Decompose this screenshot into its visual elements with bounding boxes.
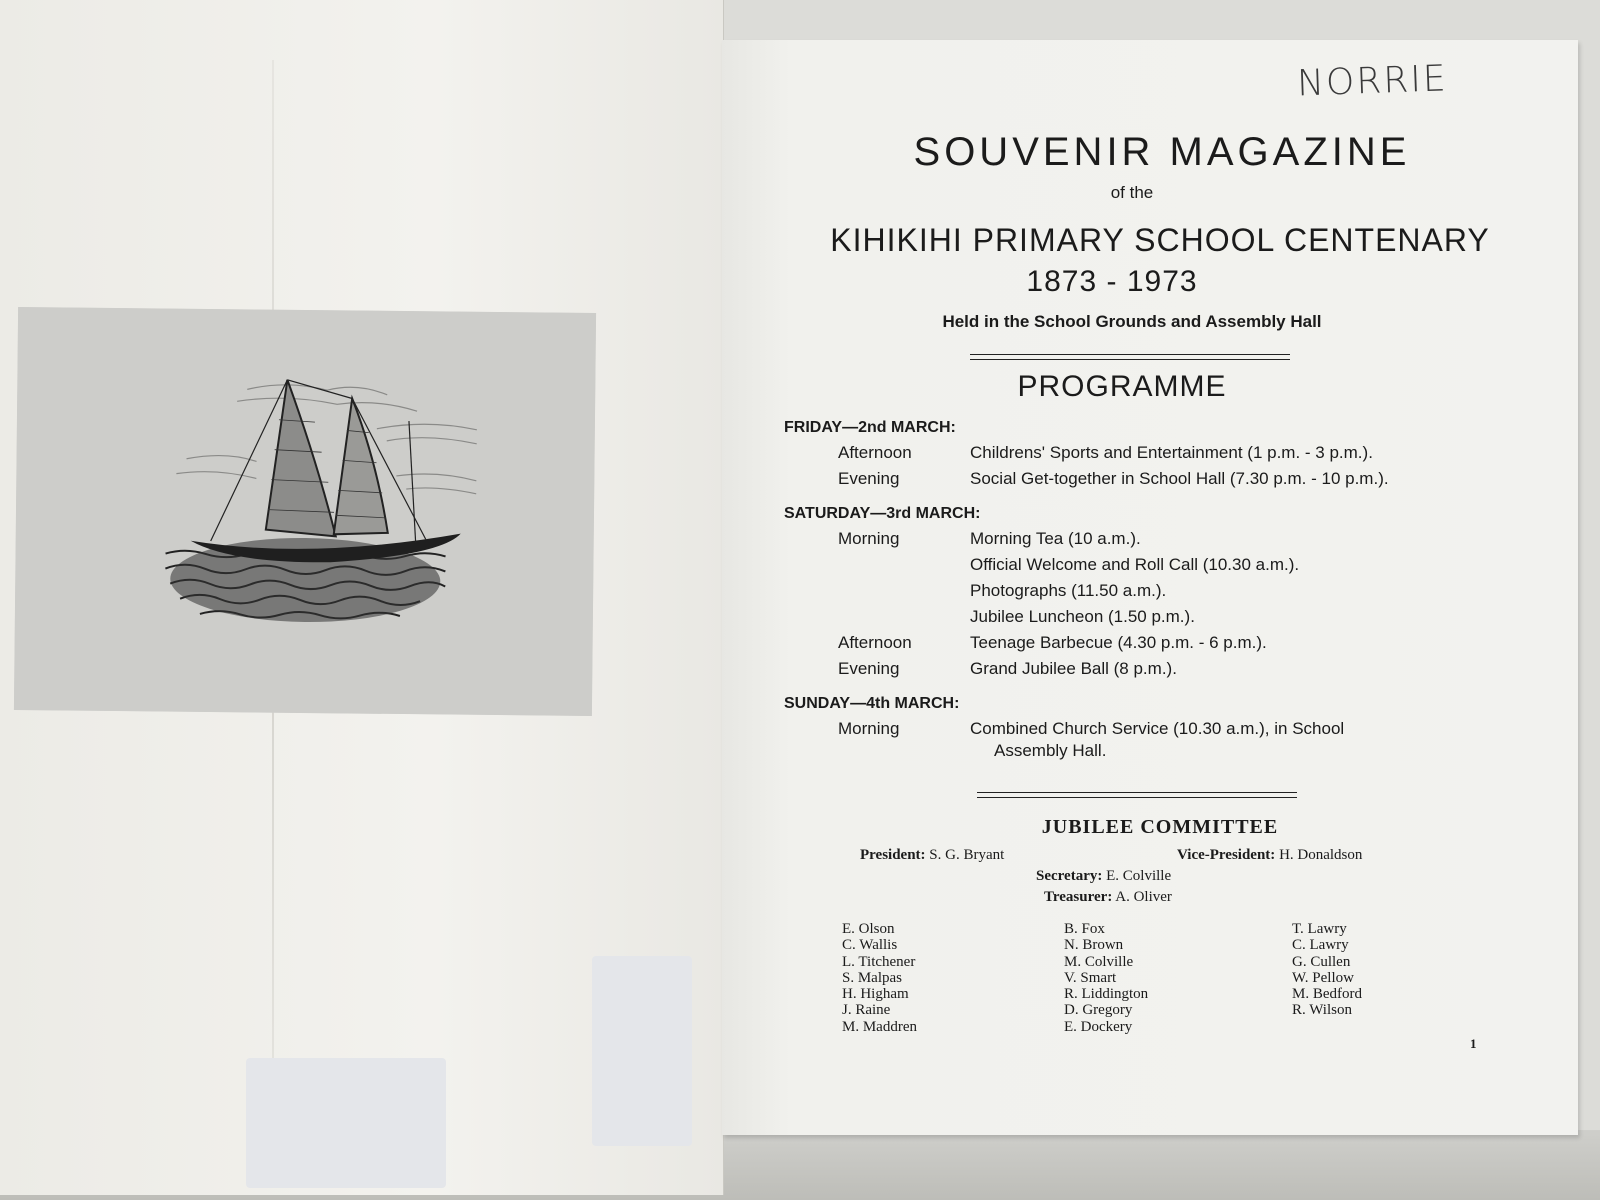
treasurer-line [1044, 889, 1172, 906]
members-column-1 [842, 921, 917, 1035]
title-connector: of the [1110, 183, 1154, 202]
event-text: Social Get-together in School Hall (7.30 p.m. - 10 p.m.). [970, 469, 1389, 488]
schedule-row [784, 440, 1564, 466]
member-name: R. Wilson [1292, 1002, 1352, 1019]
vice-president-line [1177, 847, 1362, 864]
event-text: Photographs (11.50 a.m.). [970, 581, 1167, 600]
centenary-years: 1873 - 1973 [1026, 265, 1198, 298]
schedule-row [784, 742, 1564, 762]
committee-heading: JUBILEE COMMITTEE [1041, 816, 1279, 838]
schedule-row [784, 630, 1564, 656]
day-heading: SATURDAY—3rd MARCH: [784, 505, 981, 522]
member-name: D. Gregory [1064, 1002, 1133, 1019]
event-text: Official Welcome and Roll Call (10.30 a.m.). [970, 555, 1300, 574]
member-name: M. Colville [1064, 953, 1134, 970]
time-label: Morning [838, 529, 900, 548]
time-label: Afternoon [838, 633, 912, 652]
divider [970, 354, 1290, 360]
time-label: Evening [838, 469, 900, 488]
school-title: KIHIKIHI PRIMARY SCHOOL CENTENARY [830, 222, 1490, 258]
programme-schedule [784, 416, 1564, 762]
event-text: Jubilee Luncheon (1.50 p.m.). [970, 607, 1195, 626]
right-page [722, 40, 1578, 1135]
programme-heading: PROGRAMME [1017, 370, 1227, 403]
committee-members [722, 921, 1578, 1041]
member-name: B. Fox [1064, 921, 1105, 937]
member-name: L. Titchener [842, 953, 916, 970]
secretary-line [1036, 868, 1171, 885]
member-name: C. Lawry [1292, 937, 1349, 954]
event-text: Grand Jubilee Ball (8 p.m.). [970, 659, 1177, 678]
member-name: E. Olson [842, 921, 895, 937]
member-name: S. Malpas [842, 969, 902, 986]
day-heading: FRIDAY—2nd MARCH: [784, 419, 956, 436]
member-name: N. Brown [1064, 937, 1124, 954]
member-name: T. Lawry [1292, 921, 1347, 937]
vice-president-name: H. Donaldson [1279, 847, 1363, 863]
secretary-name: E. Colville [1106, 868, 1172, 884]
jubilee-committee [722, 816, 1578, 1041]
member-name: R. Liddington [1064, 986, 1149, 1003]
schedule-row [784, 466, 1564, 492]
treasurer-label: Treasurer: [1044, 889, 1113, 905]
committee-officers [722, 847, 1578, 913]
member-name: W. Pellow [1292, 969, 1354, 986]
magazine-title: SOUVENIR MAGAZINE [913, 130, 1411, 174]
schedule-row [784, 604, 1564, 630]
event-text: Childrens' Sports and Entertainment (1 p.m. - 3 p.m.). [970, 443, 1373, 462]
library-sticker [592, 956, 692, 1146]
president-label: President: [860, 847, 926, 863]
member-name: M. Maddren [842, 1018, 917, 1035]
members-column-3 [1292, 921, 1362, 1019]
president-name: S. G. Bryant [929, 847, 1005, 863]
schedule-row [784, 716, 1564, 742]
time-label: Evening [838, 659, 900, 678]
event-text: Teenage Barbecue (4.30 p.m. - 6 p.m.). [970, 633, 1267, 652]
handwritten-name: NORRIE [1296, 58, 1449, 105]
vice-president-label: Vice-President: [1177, 847, 1276, 863]
member-name: M. Bedford [1292, 986, 1362, 1003]
left-page [0, 0, 724, 1195]
event-text: Assembly Hall. [994, 741, 1107, 760]
member-name: J. Raine [842, 1002, 891, 1019]
venue-line: Held in the School Grounds and Assembly Hall [942, 312, 1322, 331]
time-label: Afternoon [838, 443, 912, 462]
secretary-label: Secretary: [1036, 868, 1103, 884]
member-name: H. Higham [842, 986, 909, 1003]
canoe-engraving [14, 307, 596, 716]
members-column-2 [1064, 921, 1148, 1035]
member-name: V. Smart [1064, 969, 1117, 986]
schedule-row [784, 656, 1564, 682]
page-number: 1 [1470, 1036, 1477, 1051]
sailing-canoe-illustration [14, 307, 596, 716]
schedule-row [784, 526, 1564, 552]
member-name: G. Cullen [1292, 953, 1351, 970]
president-line [860, 847, 1004, 864]
day-heading: SUNDAY—4th MARCH: [784, 695, 960, 712]
treasurer-name: A. Oliver [1115, 889, 1172, 905]
member-name: C. Wallis [842, 937, 898, 954]
member-name: E. Dockery [1064, 1018, 1133, 1035]
divider [977, 792, 1297, 798]
library-sticker [246, 1058, 446, 1188]
event-text: Morning Tea (10 a.m.). [970, 529, 1141, 548]
schedule-row [784, 578, 1564, 604]
schedule-row [784, 552, 1564, 578]
time-label: Morning [838, 719, 900, 738]
event-text: Combined Church Service (10.30 a.m.), in School [970, 719, 1345, 738]
